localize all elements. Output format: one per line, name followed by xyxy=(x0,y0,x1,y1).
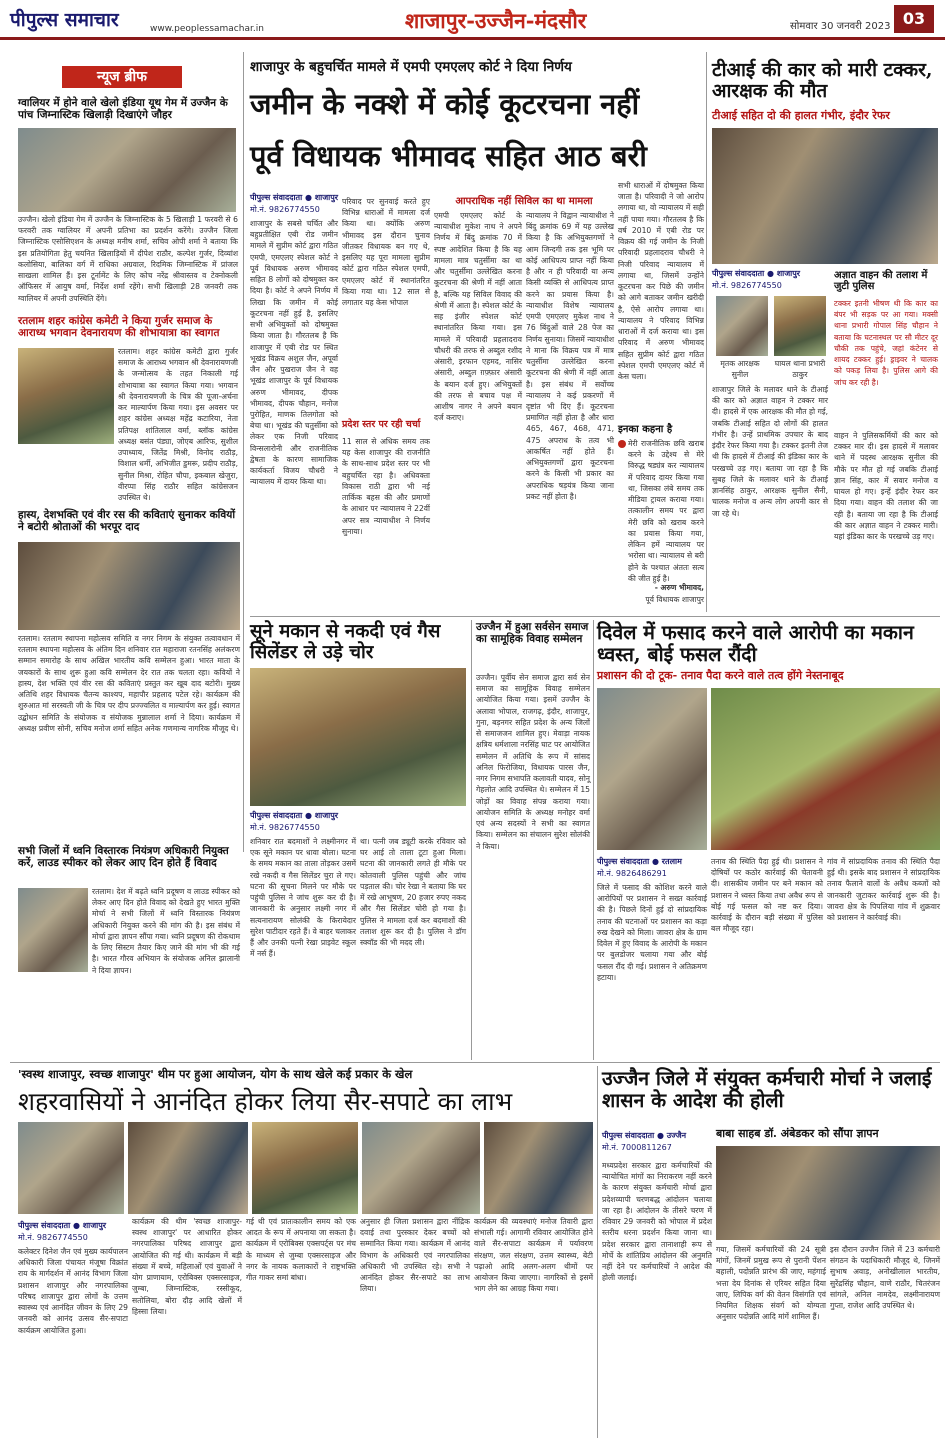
employee-byline: पीपुल्स संवाददाता ● उज्जैन xyxy=(602,1131,687,1140)
brief3-headline: हास्य, देशभक्ति एवं वीर रस की कविताएं सुनाकर कवियों ने बटोरी श्रोताओं की भरपूर दाद xyxy=(18,509,236,533)
brief1-text: उज्जैन। खेलो इंडिया गेम में उज्जैन के जिम्नास्टिक के 5 खिलाड़ी 1 फरवरी से 6 फरवरी तक ग्वालियर में अपनी प्रतिभा का प्रदर्शन करेंगे। उज्जैन जिला जिम्नास्टिक एसोसिएशन के अध्यक्ष मनीष शर्मा, सचिव ओपी शर्मा ने बताया कि इस प्रतियोगिता हेतु चयनित खिलाड़ियों में दीपेश राठौर, कल्पेश गुर्जर, दिव्यांश कलोसिया, बालिका वर्ग में राधिका अग्रवाल, रिदमिक जिम्नास्टिक में प्रांजल साखला शामिल हैं। इस टूर्नामेंट के लिए कोच नरेंद्र श्रीवास्तव व टेक्नोकली ऑफिसर में आयुष वर्मा, निर्देश शर्मा रहेंगे। सभी खिलाड़ी 28 जनवरी तक ग्वालियर में अपनी उपस्थिति देंगे। xyxy=(18,215,238,303)
column-divider xyxy=(593,620,594,1060)
section-divider xyxy=(10,1062,940,1063)
diwel-text-2: तनाव की स्थिति पैदा हुई थी। प्रशासन ने दोषियों पर कठोर कार्रवाई की चेतावनी दी। शासकीय जमीन पर बने मकान को प्रशासन ने ध्वस्त किया तथा अवैध रूप से बोई गई फसल को नष्ट कर दिया। कार्रवाई के दौरान बड़ी संख्या में पुलिस बल मौजूद रहा। xyxy=(711,857,823,934)
brief2-text: रतलाम। शहर कांग्रेस कमेटी द्वारा गुर्जर समाज के आराध्य भगवान श्री देवनारायणजी के जन्मोत्सव के तहत निकाली गई शोभायात्रा का स्वागत किया गया। भगवान श्री देवनारायणजी के चित्र की पूजा-अर्चना कर माल्यार्पण किया गया। इस अवसर पर शहर कांग्रेस अध्यक्ष महेंद्र कटारिया, नेता प्रतिपक्ष शांतिलाल वर्मा, ब्लॉक कांग्रेस अध्यक्ष बसंत पंड्या, जोएब आरिफ, सुशील उपाध्याय, जितेंद्र मिश्री, विनोद राठौड़, विशाल धर्मी, अभिजीत डुमरू, प्रदीप राठौड़, सुनील मिश्रा, रोहित चौपा, इकबाल खेजुरा, वीरप्पा सिंह राठौर सहित कांग्रेसजन उपस्थित थे। xyxy=(118,347,238,503)
thieves-text-1: शनिवार रात बदमाशों ने लक्ष्मीनगर में एक सूने मकान पर धावा बोला। घटना के समय मकान का ताला तोड़कर उसमें रखे नकदी व गैस सिलेंडर चुरा ले गए। घटना की सूचना मिलने पर मौके पर पहुंची पुलिस ने जांच शुरू कर दी है। जानकारी के अनुसार लक्ष्मी नगर में सत्यनारायण सोलंकी के किरायेदार सुरेश पाटीदार रहते हैं। वे बाहर चलाकर हैं और उनकी पत्नी रेखा प्राइवेट स्कूल में नर्स हैं। xyxy=(250,837,356,959)
column-divider xyxy=(243,52,244,852)
health-text-2: कार्यक्रम की थीम 'स्वच्छ शाजापुर- स्वस्थ शाजापुर' पर आधारित होकर नगरपालिका परिषद शाजापुर द्वारा आयोजित की गई थी। कार्यक्रम में बड़ी संख्या में बच्चे, महिलाओं एवं युवाओं ने योग प्राणायाम, एरोबिक्स एक्सरसाइज, जुम्बा, जिम्नास्टिक, रस्सीकूद, सतोलिया, बोरा दौड़ आदि खेलों में हिस्सा लिया। xyxy=(132,1217,242,1316)
lead-subhead-1: प्रदेश स्तर पर रही चर्चा xyxy=(342,419,421,430)
kids-stage-photo xyxy=(128,1122,248,1214)
employee-mobile: मो.नं. 7000811267 xyxy=(602,1143,672,1152)
column-divider xyxy=(597,1066,598,1438)
brief1-headline: ग्वालियर में होने वाले खेलो इंडिया यूथ गेम में उज्जैन के पांच जिम्नास्टिक खिलाड़ी दिखाएंगे जौहर xyxy=(18,97,228,121)
lead-kicker: शाजापुर के बहुचर्चित मामले में एमपी एमएलए कोर्ट ने दिया निर्णय xyxy=(250,59,572,75)
constable-caption: मृतक आरक्षक सुनील xyxy=(720,359,760,380)
skipping-photo xyxy=(362,1122,480,1214)
health-mobile: मो.नं. 9826774550 xyxy=(18,1233,88,1242)
lead-col4: न्यायालय ने विद्वान न्यायाधीश ने बिंदु क्रमांक 69 में यह उल्लेख किया है कि अभियुक्तगणों ने आम जिन्दगी तक इस भूमि पर कोई आधिपत्य प्राप्त नहीं किया है और न ही परिवादी या अन्य किसी व्यक्ति से आधिपत्य प्राप्त करने का प्रयास किया है। न्यायाधीश विशेष न्यायालय एमपी एमएलए मुकेश नाथ ने 76 बिंदुओं वाले 28 पेज का निर्णय सुनाया। जिसमें न्यायाधीश ने माना कि विक्रय पत्र में मात्र चतुर्सीमा उल्लेखित करना कूटरचना की श्रेणी में नहीं आता है। इस संबंध में सर्वोच्च न्यायालय ने कई प्रकरणों में दृष्टांत भी दिए हैं। कूटरचना प्रमाणित नहीं होता है और धारा 465, 467, 468, 471, 475 अपराध के तत्व भी आकर्षित नहीं होते हैं। अभियुक्तगणों द्वारा कूटरचना करने के किसी भी प्रकार का अपराधिक षड़यंत्र किया जाना प्रकट नहीं होता है। xyxy=(526,211,614,501)
thieves-mobile: मो.नं. 9826774550 xyxy=(250,823,320,832)
ti-caption: घायल थाना प्रभारी ठाकुर xyxy=(774,359,826,380)
thieves-text-2: था। पत्नी जब ड्यूटी करके रविवार को घर आई तो ताला टूटा हुआ मिला। घटना की जानकारी लगते ही मौके पर कोतवाली पुलिस पहुंची और जांच पड़ताल की। चोर रेखा ने बताया कि घर में रखे आभूषण, 20 हजार रुपए नकद और गैस सिलेंडर चोरी हो गया है। पुलिस ने मामला दर्ज कर बदमाशों की तलाश शुरू कर दी है। पुलिस ने डॉग स्क्वॉड की भी मदद ली। xyxy=(360,837,466,948)
hula-hoop-photo xyxy=(484,1122,593,1214)
kavi-sammelan-photo xyxy=(18,542,240,630)
lead-col5: सभी धाराओं में दोषमुक्त किया जाता है। परिवादी ने जो आरोप लगाया था, वो न्यायालय में सही नहीं पाया गया। गौरतलब है कि वर्ष 2010 में एबी रोड पर विक्रय की गई जमीन के निजी परिवादी प्रहलादराव चौधरी ने निजी परिवाद न्यायालय में लगाया था, जिसमें उन्होंने कूटरचना कर पिछे की जमीन को आगे बताकर जमीन खरीदी है, ऐसे आरोप लगाया था। न्यायालय ने परिवाद विभिन्न धाराओं में दर्ज कराया था। इस परिवाद में अरुण भीमावद सहित सुप्रीम कोर्ट द्वारा गठित स्पेशल एमपी एमएलए कोर्ट में केस चला। xyxy=(618,181,704,381)
section-divider xyxy=(250,616,940,617)
lead-mobile: मो.नं. 9826774550 xyxy=(250,205,320,214)
diwel-text-3: गांव में सांप्रदायिक तनाव की स्थिति पैदा हुई थी। इसके बाद प्रशासन ने सांप्रदायिक तनाव फैलाने वालों के अवैध कब्जों को जानकारी जुटाकर कार्रवाई शुरू की है। जावरा क्षेत्र के पिपलिया गांव में शुक्रवार को प्रशासन ने कार्रवाई की। xyxy=(827,857,940,923)
employee-text-1: मध्यप्रदेश सरकार द्वारा कर्मचारियों की न्यायोचित मांगों का निराकरण नहीं करने के कारण संयुक्त कर्मचारी मोर्चा द्वारा प्रदेशव्यापी चरणबद्ध आंदोलन चलाया जा रहा है। आंदोलन के तीसरे चरण में रविवार 29 जनवरी को भोपाल में प्रदेश स्तरीय धरना प्रदर्शन किया जाना था। प्रदेश सरकार द्वारा तानाशाही रूप से मोर्चे के शांतिप्रिय आंदोलन की अनुमति नहीं देने पर कर्मचारियों ने आदेश की होली जलाई। xyxy=(602,1161,712,1283)
diwel-headline: दिवेल में फसाद करने वाले आरोपी का मकान ध्वस्त, बोई फसल रौंदी xyxy=(597,621,914,666)
lead-col3: एमपी एमएलए कोर्ट के न्यायाधीश मुकेश नाथ ने अपने निर्णय में बिंदु क्रमांक 70 में स्पष्ट आदेशित किया है कि यह मामला मात्र चतुर्सीमा का था और चतुर्सीमा उल्लेखित करना कूटरचना की श्रेणी में नहीं आता है, बल्कि यह सिविल विवाद की श्रेणी में आता है। स्पेशल कोर्ट के सह इंजीर स्पेशल कोर्ट स्थानांतरित किया गया। इस मामले में परिवादी प्रहलादराव चौधरी की तरफ से अब्दुल रशीद अंसारी, इरफान एहमद, नासिर अंसारी, अब्दुल ग़फ़्फ़ार अंसारी के बयान दर्ज हुए। अभियुक्तों की तरफ से बचाव पक्ष में आशीष नागर ने अपने बयान दर्ज कराए। xyxy=(434,211,522,423)
diwel-mobile: मो.नं. 9826486291 xyxy=(597,869,667,878)
lead-subhead-2: आपराधिक नहीं सिविल का था मामला xyxy=(455,196,593,207)
street-event-photo xyxy=(252,1122,358,1214)
quote-text: मेरी राजनीतिक छवि खराब करने के उद्देश्य से मेरे विरुद्ध षड्यंत्र कर न्यायालय में परिवाद दायर किया गया था, जिसका लंबे समय तक मीडिया ट्रायल कराया गया। तत्कालीन समय पर द्वारा मेरी छवि को खराब करने का प्रयास किया गया, लेकिन हमें न्यायालय पर भरोसा था। न्यायालय से बरी होने के पश्चात अंततः सत्य की जीत हुई है। xyxy=(628,439,704,583)
brief4-text: रतलाम। देश में बढ़ते ध्वनि प्रदूषण व लाउड स्पीकर को लेकर आए दिन होते विवाद को देखते हुए भारत मुक्ति मोर्चा ने सभी जिलों में ध्वनि विस्तारक नियंत्रण अधिकारी नियुक्त करने की मांग की है। इस संबंध में मोर्चा द्वारा ज्ञापन सौंपा गया। ध्वनि प्रदूषण की रोकथाम के लिए सिस्टम तैयार किए जाने की मांग भी की गई है। भारत गौरव अभियान के संयोजक अनिल झालानी ने दिया ज्ञापन। xyxy=(92,887,240,975)
brief4-headline: सभी जिलों में ध्वनि विस्तारक नियंत्रण अधिकारी नियुक्त करें, लाउड स्पीकर को लेकर आए दिन होते हैं विवाद xyxy=(18,845,229,869)
tractor-field-photo xyxy=(711,688,940,850)
ti-byline: पीपुल्स संवाददाता ● शाजापुर xyxy=(712,269,801,278)
lead-col2b: 11 साल से अधिक समय तक यह केस शाजापुर की राजनीति के साथ-साथ प्रदेश स्तर पर भी बहुचर्चित रहा है। अधिवक्ता विकास राठी द्वारा भी नई तार्किक बहस की और प्रमाणों के आधार पर न्यायालय ने 22वीं अपर सत्र न्यायाधीश ने निर्णय सुनाया। xyxy=(342,437,430,536)
protest-photo xyxy=(716,1146,940,1240)
ti-headline: टीआई की कार को मारी टक्कर, आरक्षक की मौत xyxy=(712,59,933,103)
ti-photo xyxy=(774,296,826,356)
lead-col1: शाजापुर के सबसे चर्चित और बहुप्रतीक्षित एबी रोड जमीन मामले में सुप्रीम कोर्ट द्वारा गठित एमपी, एमएलए स्पेशल कोर्ट ने पूर्व विधायक अरुण भीमावद सहित 8 लोगों को दोषमुक्त कर दिया है। कोर्ट ने अपने निर्णय में लिखा कि जमीन में कोई कूटरचना नहीं हुई है, इसलिए सभी अभियुक्तों को दोषमुक्त किया जाता है। गौरतलब है कि शाजापुर में एबी रोड पर स्थित भूखंड विक्रय अशुल जैन, अपूर्वा जैन और पुखराज जैन ने वह भूखंड शाजापुर के पूर्व विधायक अरुण भीमावद, दीपक भीमावद, दीपक चौहान, मनोज पुरोहित, माणक तिलगोता को बेचा था। भूखंड की चतुर्सीमा को लेकर एक निजी परिवाद विन्सलारोनी और राजनीतिक द्वेषता के कारण सामाजिक कार्यकर्ता विजय चौधरी ने न्यायालय में दायर किया था। xyxy=(250,219,338,487)
lead-col2: परिवाद पर सुनवाई करते हुए विभिन्न धाराओं में मामला दर्ज किया था। क्योंकि अरुण भीमावद इस दौरान चुनाव जीतकर विधायक बन गए थे, इसलिए यह पूरा मामला सुप्रीम कोर्ट द्वारा गठित स्पेशल एमपी, एमएलए कोर्ट में स्थानांतरित किया गया था। 12 साल से लगातार यह केस भोपाल xyxy=(342,197,430,308)
health-text-5: कार्यक्रम की व्यवस्थाएं मनोज तिवारी द्वारा संभाली गई। आगामी रविवार आयोजित होने वाले सैर-सपाटा कार्यक्रम में पर्यावरण संरक्षण, जल संरक्षण, उत्तम स्वास्थ्य, बेटी पढ़ाओ आदि अलग-अलग थीमों पर आयोजन किया जाएगा। नागरिकों से इसमें भाग लेने का आग्रह किया गया। xyxy=(474,1217,593,1294)
gymnasts-photo xyxy=(18,128,236,212)
page-number: 03 xyxy=(894,5,934,33)
diwel-subhead: प्रशासन की दो टूक- तनाव पैदा करने वाले तत्व होंगे नेस्तनाबूद xyxy=(597,669,844,682)
constable-photo xyxy=(716,296,768,356)
thieves-byline: पीपुल्स संवाददाता ● शाजापुर xyxy=(250,811,339,820)
employee-text-2: गया, जिसमें कर्मचारियों की 24 सूत्री मांगों, जिनमें प्रमुख रूप से पुरानी पेंशन बहाली, पदोन्नति प्रारंभ की जाए, महंगाई भत्ता देय दिनांक से एरियर सहित दिया जाए, लिपिक वर्ग की वेतन विसंगति एवं नियमित शिक्षक संवर्ग को योग्यता अनुसार पदोन्नति आदि मांगें शामिल हैं। xyxy=(716,1245,826,1322)
health-byline: पीपुल्स संवाददाता ● शाजापुर xyxy=(18,1221,107,1230)
diwel-text-1: जिले में फसाद की कोशिश करने वाले आरोपियों पर प्रशासन ने सख्त कार्रवाई की है। पिछले दिनों हुई दो सांप्रदायिक तनाव की घटनाओं पर प्रशासन का कड़ा रुख देखने को मिला। जावरा क्षेत्र के ग्राम दिवेल में हुए विवाद के आरोपी के मकान पर बुलडोजर चलाया गया और बोई फसल रौंद दी गई। प्रशासन ने अतिक्रमण हटाया। xyxy=(597,883,707,982)
health-text-1: कलेक्टर दिनेश जैन एवं मुख्य कार्यपालन अधिकारी जिला पंचायत मंजूषा विक्रांत राय के मार्गदर्शन में आनंद विभाग जिला प्रशासन शाजापुर और नगरपालिका परिषद शाजापुर द्वारा लोगों के उत्तम स्वास्थ्य एवं आनंदित जीवन के लिए 29 जनवरी को आनंद उत्सव सैर-सपाटा कार्यक्रम आयोजित हुआ। xyxy=(18,1247,128,1335)
person-portrait-photo xyxy=(18,888,88,972)
ti-text-2: वाहन ने पुलिसकर्मियों की कार को टक्कर मार दी। इस हादसे में मलावर थाने में पदस्थ आरक्षक सुनील की मौके पर मौत हो गई जबकि टीआई ज्ञान सिंह, कार में सवार मनोज व घायल हो गए। इन्हें इंदौर रेफर कर दिया गया। वाहन की तलाश की जा रही है। बताया जा रहा है कि टीआई की कार अज्ञात वाहन ने टक्कर मारी। यहां इंडिका कार के परखच्चे उड़ गए। xyxy=(834,431,938,542)
lead-headline-1: जमीन के नक्शे में कोई कूटरचना नहीं xyxy=(250,87,640,121)
lead-byline: पीपुल्स संवाददाता ● शाजापुर xyxy=(250,193,339,202)
wedding-text: उज्जैन। पूर्वीय सेन समाज द्वारा सर्व सेन समाज का सामूहिक विवाह सम्मेलन आयोजित किया गया। इसमें उज्जैन के अलावा भोपाल, राजगढ़, इंदौर, शाजापुर, गुना, बड़नगर सहित प्रदेश के अन्य जिलों से समाजजन शामिल हुए। मेवाड़ा नायक क्षत्रिय धर्मशाला नरसिंह घाट पर आयोजित सम्मेलन में अतिथि के रूप में सांसद अनिल फिरोजिया, विधायक पारस जैन, नगर निगम सभापति कलावती यादव, सोनू गेहलोत आदि उपस्थित थे। सम्मेलन में 15 जोड़ों का विवाह संपन्न कराया गया। आयोजन समिति के अध्यक्ष मनोहर वर्मा एवं अन्य सदस्यों ने सभी का स्वागत किया। सम्मेलन का संचालन सुरेश सोलंकी ने किया। xyxy=(476,673,590,851)
health-headline: शहरवासियों ने आनंदित होकर लिया सैर-सपाटे का लाभ xyxy=(18,1087,513,1116)
brief2-headline: रतलाम शहर कांग्रेस कमेटी ने किया गुर्जर समाज के आराध्य भगवान देवनारायण की शोभायात्रा का स्वागत xyxy=(18,315,220,339)
diwel-byline: पीपुल्स संवाददाता ● रतलाम xyxy=(597,857,682,866)
employee-subhead: बाबा साहब डॉ. अंबेडकर को सौंपा ज्ञापन xyxy=(716,1127,879,1140)
lead-headline-2: पूर्व विधायक भीमावद सहित आठ बरी xyxy=(250,139,647,173)
column-divider xyxy=(471,620,472,1060)
column-divider xyxy=(706,52,707,612)
health-text-3: गई थी एवं प्रातःकालीन समय को एक आदत के रूप में अपनाया जा सकता है। कार्यक्रम में एरोबिक्स एक्सपर्ट्स पर मंच के माध्यम से जुम्बा एक्सरसाइज और नगर के नायक कलाकारों ने राष्ट्रभक्ति गीत गाकर समां बांधा। xyxy=(246,1217,356,1283)
demolished-house-photo xyxy=(597,688,707,850)
health-text-4: अनुसार ही जिला प्रशासन द्वारा नींद्रिक दवाई तथा पुरस्कार देकर बच्चों को सम्मानित किया गया। कार्यक्रम में आनंद विभाग के अधिकारी एवं नगरपालिका अधिकारी भी उपस्थित रहे। सभी ने आनंदित होकर सैर-सपाटे का लाभ लिया। xyxy=(360,1217,470,1294)
ti-mobile: मो.नं. 9826774550 xyxy=(712,281,782,290)
website-url[interactable]: www.peoplessamachar.in xyxy=(150,24,264,34)
issue-date: सोमवार 30 जनवरी 2023 xyxy=(790,21,891,32)
red-dot-icon xyxy=(618,440,626,448)
quote-author: - अरुण भीमावद, xyxy=(654,583,704,592)
wedding-headline: उज्जैन में हुआ सर्वसेन समाज का सामूहिक विवाह सम्मेलन xyxy=(476,621,589,645)
shobhayatra-photo xyxy=(18,348,114,444)
ti-side-title: अज्ञात वाहन की तलाश में जुटी पुलिस xyxy=(834,270,928,293)
ti-text-1: शाजापुर जिले के मलावर थाने के टीआई की कार को अज्ञात वाहन ने टक्कर मार दी। हादसे में एक आरक्षक की मौत हो गई, जबकि टीआई सहित दो लोगों की हालत गंभीर है। उन्हें प्राथमिक उपचार के बाद इंदौर रेफर किया गया है। टक्कर इतनी तेज थी कि हादसे में टीआई की इंडिका कार के परखच्चे उड़ गए। बताया जा रहा है कि सुबह जिले के मलावर थाने के टीआई ज्ञानसिंह ठाकुर, आरक्षक सुनील सैनी, चालक मनोज व अन्य लोग अपनी कार से जा रहे थे। xyxy=(712,385,828,518)
accident-car-photo xyxy=(712,128,938,264)
section-title: शाजापुर-उज्जैन-मंदसौर xyxy=(405,8,587,33)
health-kicker: 'स्वस्थ शाजापुर, स्वच्छ शाजापुर' थीम पर हुआ आयोजन, योग के साथ खेले कई प्रकार के खेल xyxy=(18,1067,413,1081)
ti-side-text: टक्कर इतनी भीषण थी कि कार का बंपर भी सड़क पर आ गया। मक्सी थाना प्रभारी गोपाल सिंह चौहान ने बताया कि घटनास्थल पर सौ मीटर दूर चौकी तक पहुंचे, जहां कंटेनर से शायद टक्कर हुई। ड्राइवर ने चालक को पकड़ लिया है। पुलिस आगे की जांच कर रही है। xyxy=(834,299,938,387)
cycling-photo xyxy=(18,1122,124,1214)
newspaper-logo: पीपुल्स समाचार xyxy=(10,9,119,31)
employee-text-3: इस दौरान उज्जैन जिले में 23 कर्मचारी संगठन के पदाधिकारी मौजूद थे, जिनमें सुभाष अवाड़, अनोखीलाल भारतीय, सुरेंद्रसिंह चौहान, वाणे राठौर, चितरंजन सांगले, अनिल नामदेव, लक्ष्मीनारायण गुप्ता, राजेश आदि उपस्थित थे। xyxy=(830,1245,940,1311)
thieves-headline: सूने मकान से नकदी एवं गैस सिलेंडर ले उड़े चोर xyxy=(250,621,441,663)
quote-author-role: पूर्व विधायक शाजापुर xyxy=(645,595,704,604)
police-dog-photo xyxy=(250,668,466,806)
news-brief-label: न्यूज ब्रीफ xyxy=(62,66,182,88)
employee-headline: उज्जैन जिले में संयुक्त कर्मचारी मोर्चा ने जलाई शासन के आदेश की होली xyxy=(602,1067,932,1112)
ti-subhead: टीआई सहित दो की हालत गंभीर, इंदौर रेफर xyxy=(712,109,890,122)
quote-title: इनका कहना है xyxy=(618,424,673,435)
brief3-text: रतलाम। रतलाम स्थापना महोत्सव समिति व नगर निगम के संयुक्त तत्वावधान में रतलाम स्थापना महोत्सव के अंतिम दिन शनिवार रात महाराजा रतनसिंह अलंकरण सम्मान समारोह के साथ अखिल भारतीय कवि सम्मेलन हुआ। भारत माता के जयकारों के साथ शुरू हुआ कवि सम्मेलन देर रात तक चलता रहा। कवियों ने हास्य, देश भक्ति एवं वीर रस की कविताएं प्रस्तुत कर खूब दाद बटोरी। मुख्य अतिथि शहर विधायक चैतन्य काश्यप, महापौर प्रहलाद पटेल रहे। कार्यक्रम की शुरुआत मां सरस्वती जी के चित्र पर दीप प्रज्ज्वलित व माल्यार्पण कर हुई। स्वागत उद्बोधन समिति के संयोजक व संयोजक मुन्नालाल शर्मा ने दिया। कार्यक्रम में अध्यक्ष प्रवीण सोनी, सचिव मनोज शर्मा सहित अनेक गणमान्य नागरिक मौजूद थे। xyxy=(18,634,240,733)
